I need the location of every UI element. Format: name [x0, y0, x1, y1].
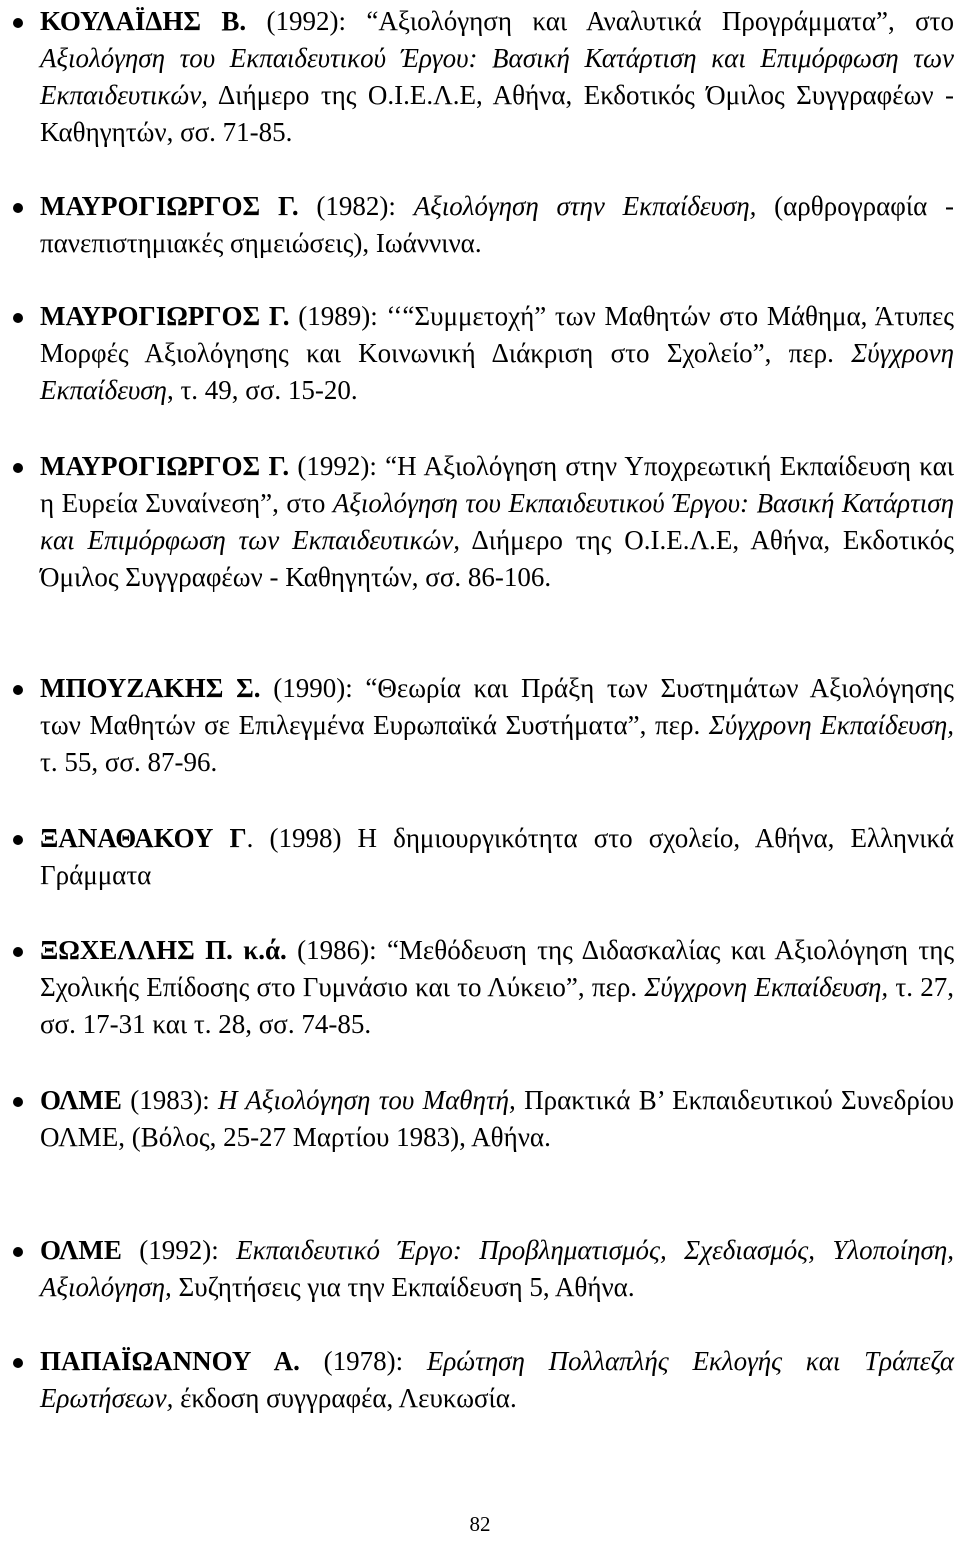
- reference-detail: Διήμερο της Ο.Ι.Ε.Λ.Ε, Αθήνα, Εκδοτικός Όμιλος Συγγραφέων - Καθηγητών, σσ. 86-106.: [40, 524, 954, 592]
- reference-detail: τ. 55, σσ. 87-96.: [40, 746, 218, 777]
- reference-item: [40, 1232, 954, 1306]
- reference-detail: (1992): “Η Αξιολόγηση στην Υποχρεωτική Εκπαίδευση και η Ευρεία Συναίνεση”, στο: [40, 451, 954, 518]
- reference-item: [40, 448, 954, 596]
- reference-detail: , τ. 49, σσ. 15-20.: [166, 374, 358, 405]
- reference-text: [40, 1085, 954, 1152]
- reference-detail: . (1998) Η δημιουργικότητα στο σχολείο, Αθήνα, Ελληνικά Γράμματα: [40, 823, 954, 890]
- reference-text: [40, 1235, 954, 1302]
- reference-author: ΞΩΧΕΛΛΗΣ Π. κ.ά.: [40, 935, 287, 965]
- reference-author: ΚΟΥΛΑΪΔΗΣ Β.: [40, 6, 247, 36]
- reference-text: [40, 191, 954, 258]
- reference-item: [40, 932, 954, 1043]
- reference-text: [40, 823, 954, 890]
- reference-author: ΜΑΥΡΟΓΙΩΡΓΟΣ Γ.: [40, 451, 290, 481]
- reference-title: Σύγχρονη Εκπαίδευση: [40, 337, 954, 405]
- reference-detail: Συζητήσεις για την Εκπαίδευση 5, Αθήνα.: [171, 1271, 635, 1302]
- bullet-icon: [13, 685, 23, 695]
- reference-author: ΜΑΥΡΟΓΙΩΡΓΟΣ Γ.: [40, 191, 299, 221]
- bullet-icon: [13, 947, 23, 957]
- bullet-icon: [13, 1247, 23, 1257]
- reference-detail: (1990): “Θεωρία και Πράξη των Συστημάτων Αξιολόγησης των Μαθητών σε Επιλεγμένα Ευρωπαϊκά Συστήματα”, περ.: [40, 673, 954, 740]
- page-number: 82: [469, 1512, 491, 1536]
- bullet-icon: [13, 463, 23, 473]
- reference-item: [40, 820, 954, 894]
- reference-detail: (1992):: [121, 1235, 237, 1265]
- reference-detail: (1978):: [299, 1346, 427, 1376]
- reference-title: Ερώτηση Πολλαπλής Εκλογής και Τράπεζα Ερωτήσεων,: [40, 1346, 955, 1413]
- reference-author: ΟΛΜΕ: [40, 1085, 122, 1115]
- reference-detail: (1986): “Μεθόδευση της Διδασκαλίας και Αξιολόγηση της Σχολικής Επίδοσης στο Γυμνάσιο και το Λύκειο”, περ.: [40, 935, 955, 1002]
- reference-title: Σύγχρονη Εκπαίδευση,: [708, 709, 954, 740]
- reference-author: ΞΑΝΑΘΑΚΟΥ Γ: [40, 823, 247, 853]
- reference-detail: έκδοση συγγραφέα, Λευκωσία.: [173, 1382, 517, 1413]
- reference-author: ΠΑΠΑΪΩΑΝΝΟΥ Α.: [40, 1346, 300, 1376]
- reference-detail: (1983):: [121, 1085, 219, 1115]
- reference-title: Σύγχρονη Εκπαίδευση,: [644, 971, 889, 1002]
- reference-text: [40, 451, 954, 592]
- bullet-icon: [13, 835, 23, 845]
- bullet-icon: [13, 203, 23, 213]
- reference-detail: τ. 27, σσ. 17-31 και τ. 28, σσ. 74-85.: [40, 971, 954, 1039]
- reference-title: Η Αξιολόγηση του Μαθητή,: [218, 1085, 516, 1115]
- reference-detail: (αρθρογραφία - πανεπιστημιακές σημειώσεις), Ιωάννινα.: [40, 191, 955, 258]
- reference-text: [40, 1346, 954, 1413]
- reference-title: Αξιολόγηση του Εκπαιδευτικού Έργου: Βασική Κατάρτιση και Επιμόρφωση των Εκπαιδευτικών,: [40, 487, 954, 555]
- reference-author: ΜΠΟΥΖΑΚΗΣ Σ.: [40, 673, 261, 703]
- reference-item: [40, 298, 954, 409]
- reference-item: [40, 188, 954, 262]
- reference-title: Αξιολόγηση στην Εκπαίδευση,: [413, 191, 757, 221]
- bullet-icon: [13, 1097, 23, 1107]
- reference-author: ΟΛΜΕ: [40, 1235, 122, 1265]
- reference-detail: (1982):: [298, 191, 414, 221]
- bullet-icon: [13, 18, 23, 28]
- reference-text: [40, 935, 954, 1039]
- reference-text: [40, 301, 954, 405]
- reference-author: ΜΑΥΡΟΓΙΩΡΓΟΣ Γ.: [40, 301, 290, 331]
- reference-item: [40, 1082, 954, 1156]
- bullet-icon: [13, 313, 23, 323]
- reference-text: [40, 6, 954, 147]
- reference-detail: Διήμερο της Ο.Ι.Ε.Λ.Ε, Αθήνα, Εκδοτικός Όμιλος Συγγραφέων - Καθηγητών, σσ. 71-85.: [40, 79, 954, 147]
- reference-text: [40, 673, 954, 777]
- reference-item: [40, 1343, 954, 1417]
- reference-detail: (1989): ‘‘“Συμμετοχή” των Μαθητών στο Μάθημα, Άτυπες Μορφές Αξιολόγησης και Κοινωνική Διάκριση στο Σχολείο”, περ.: [40, 301, 954, 368]
- reference-detail: (1992): “Αξιολόγηση και Αναλυτικά Προγράμματα”, στο: [246, 6, 955, 36]
- bullet-icon: [13, 1358, 23, 1368]
- reference-item: [40, 670, 954, 781]
- reference-title: Αξιολόγηση του Εκπαιδευτικού Έργου: Βασική Κατάρτιση και Επιμόρφωση των Εκπαιδευτικών,: [40, 42, 954, 110]
- reference-item: [40, 3, 954, 151]
- reference-title: Εκπαιδευτικό Έργο: Προβληματισμός, Σχεδιασμός, Υλοποίηση, Αξιολόγηση,: [40, 1235, 954, 1302]
- reference-detail: Πρακτικά Β’ Εκπαιδευτικού Συνεδρίου ΟΛΜΕ, (Βόλος, 25-27 Μαρτίου 1983), Αθήνα.: [40, 1085, 954, 1152]
